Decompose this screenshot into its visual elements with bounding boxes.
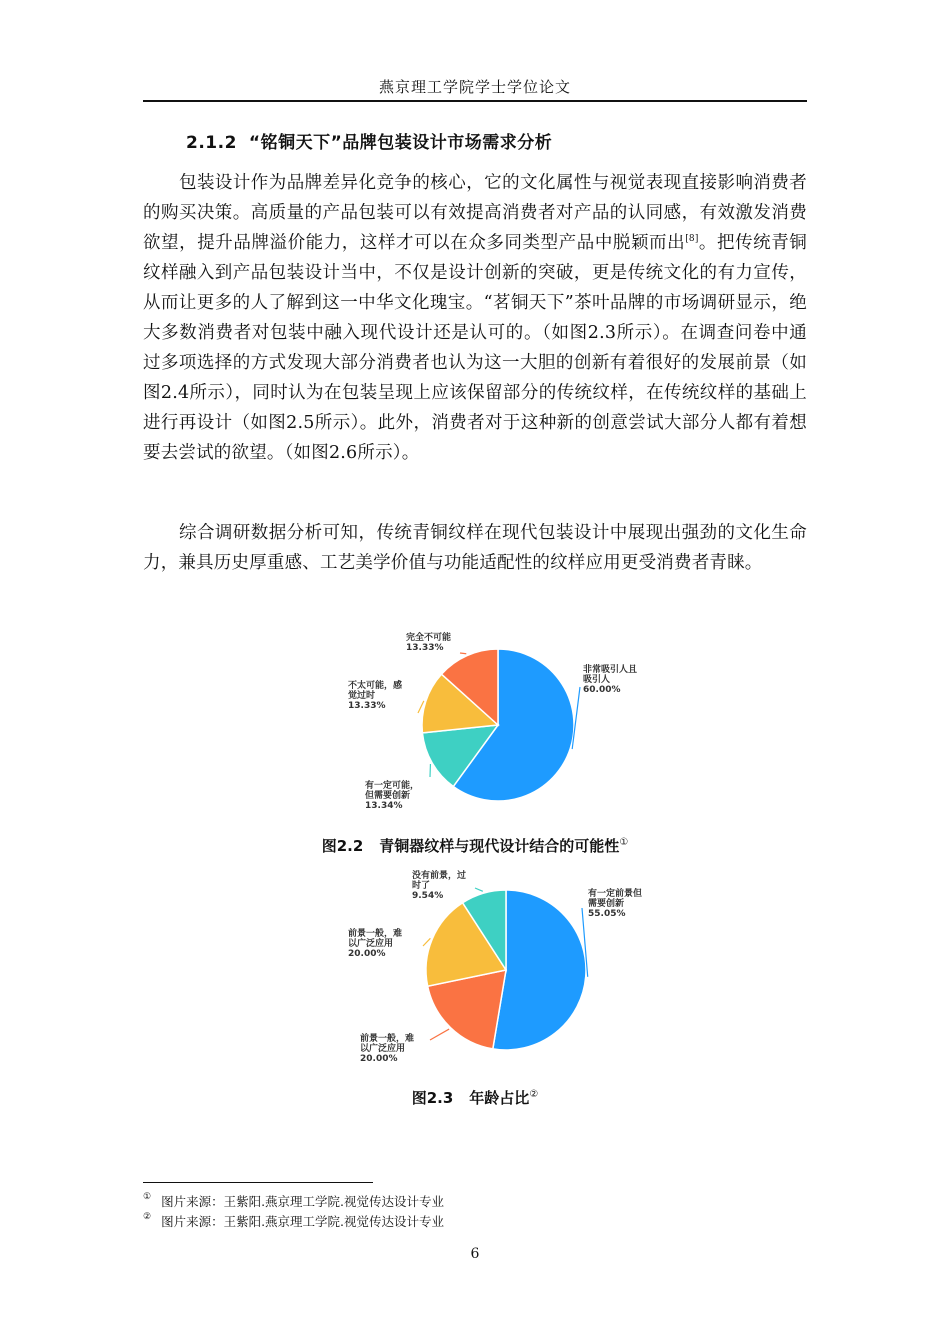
citation-ref[interactable]: [8]: [685, 234, 699, 245]
header-rule: [143, 100, 807, 102]
footnote-mark: ②: [143, 1212, 152, 1222]
paragraph-2: 综合调研数据分析可知，传统青铜纹样在现代包装设计中展现出强劲的文化生命力，兼具历史厚重感、工艺美学价值与功能适配性的纹样应用更受消费者青睐。: [143, 523, 807, 573]
footnote-2: [143, 1212, 444, 1230]
slice-label: 非常吸引人且吸引人 60.00%: [583, 665, 638, 695]
footnote-text: 图片来源：王紫阳.燕京理工学院.视觉传达设计专业: [161, 1194, 445, 1209]
slice-label: 前景一般，难以广泛应用 20.00%: [360, 1034, 415, 1064]
leader-line: [430, 1029, 449, 1040]
figure-caption-1: [143, 835, 807, 856]
section-number: 2.1.2: [186, 133, 237, 153]
figure-footnote-mark: ①: [619, 837, 629, 848]
slice-label: 没有前景，过时了 9.54%: [412, 871, 467, 901]
slice-label: 不太可能，感觉过时 13.33%: [348, 681, 403, 711]
figure-caption-text: 青铜器纹样与现代设计结合的可能性: [379, 837, 620, 855]
figure-number: 图2.2: [321, 837, 364, 855]
paragraph-1: [143, 168, 807, 468]
figure-number: 图2.3: [411, 1089, 454, 1107]
paragraph-1-text-b: 。把传统青铜纹样融入到产品包装设计当中，不仅是设计创新的突破，更是传统文化的有力宣传，从而让更多的人了解到这一中华文化瑰宝。“茗铜天下”茶叶品牌的市场调研显示，绝大多数消费者对包装中融入现代设计还是认可的。（如图2.3所示）。在调查问卷中通过多项选择的方式发现大部分消费者也认为这一大胆的创新有着很好的发展前景（如图2.4所示），同时认为在包装呈现上应该保留部分的传统纹样，在传统纹样的基础上进行再设计（如图2.5所示）。此外，消费者对于这种新的创意尝试大部分人都有着想要去尝试的欲望。（如图2.6所示）。: [143, 233, 808, 463]
figure-footnote-mark: ②: [529, 1089, 539, 1100]
leader-line: [475, 888, 483, 891]
section-heading: [186, 128, 564, 153]
slice-label: 有一定前景但需要创新 55.05%: [588, 889, 643, 919]
footnote-rule: [143, 1182, 373, 1183]
slice-label: 前景一般，难以广泛应用 20.00%: [348, 929, 403, 959]
leader-line: [460, 653, 466, 654]
footnote-1: [143, 1192, 444, 1210]
running-header: 燕京理工学院学士学位论文: [378, 78, 571, 96]
page-number: 6: [470, 1246, 480, 1262]
slice-label: 完全不可能 13.33%: [406, 633, 452, 653]
figure-caption-text: 年龄占比: [469, 1089, 530, 1107]
pie-chart-design-possibility: [300, 625, 700, 825]
paragraph-1-text-a: 包装设计作为品牌差异化竞争的核心，它的文化属性与视觉表现直接影响消费者的购买决策。高质量的产品包装可以有效提高消费者对产品的认同感，有效激发消费欲望，提升品牌溢价能力，这样才可以在众多同类型产品中脱颖而出: [143, 173, 807, 253]
footnote-text: 图片来源：王紫阳.燕京理工学院.视觉传达设计专业: [161, 1214, 445, 1229]
figure-caption-2: [143, 1087, 807, 1108]
slice-label: 有一定可能，但需要创新 13.34%: [365, 781, 420, 811]
pie-chart-age-ratio: [300, 858, 700, 1083]
footnote-mark: ①: [143, 1192, 152, 1202]
section-title: “铭铜天下”品牌包装设计市场需求分析: [248, 133, 553, 153]
